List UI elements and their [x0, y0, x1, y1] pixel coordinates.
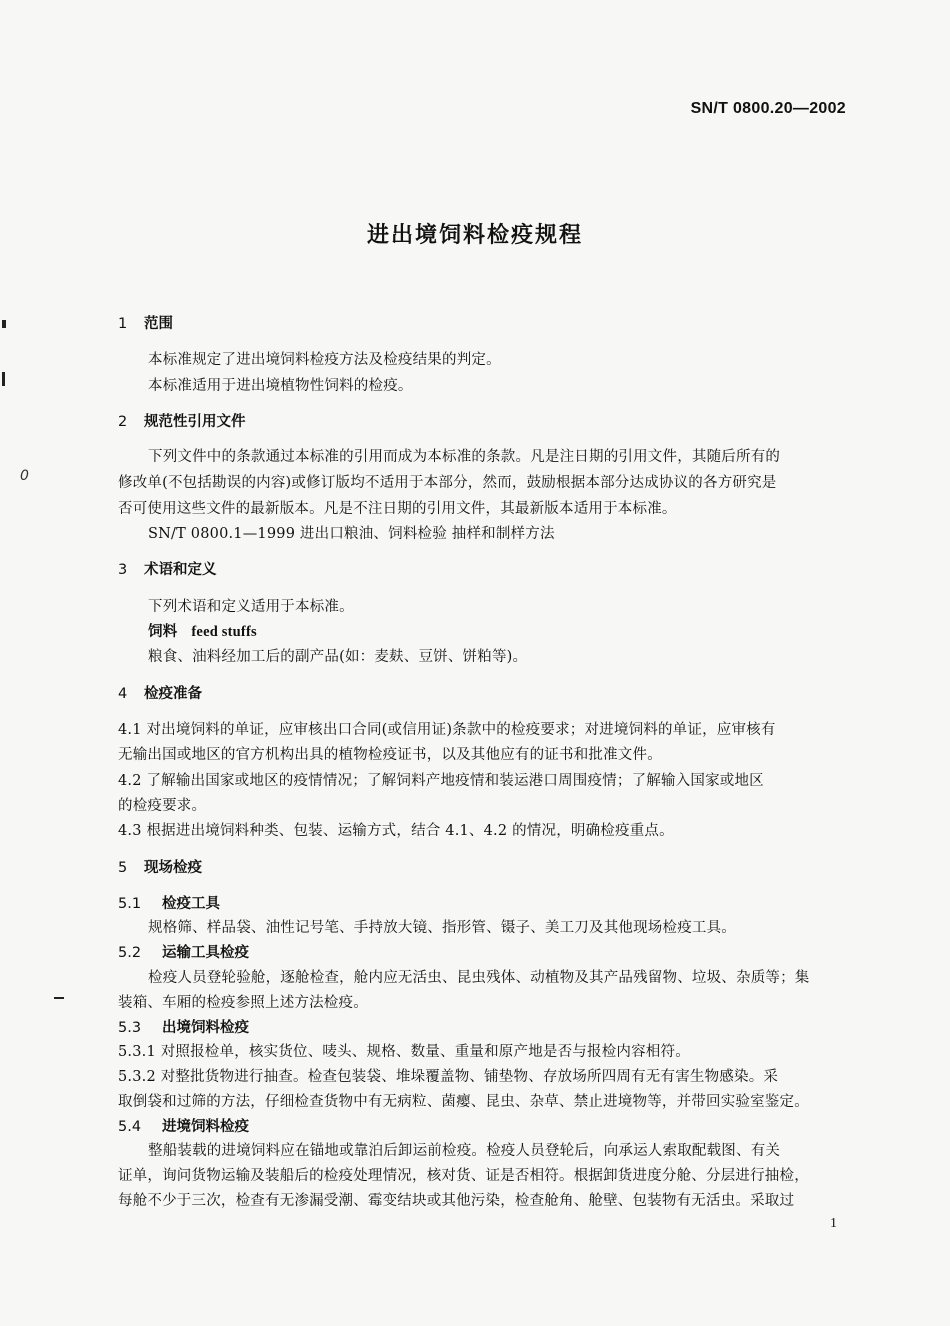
standard-number: SN/T 0800.20—2002 — [690, 100, 846, 117]
paragraph-line: 每舱不少于三次，检查有无渗漏受潮、霉变结块或其他污染，检查舱角、舱壁、包装物有无活虫。采取过 — [118, 1193, 795, 1209]
clause-line: 4.2 了解输出国家或地区的疫情情况；了解饲料产地疫情和装运港口周围疫情；了解输入国家或地区 — [118, 773, 764, 789]
paragraph-line: 证单，询问货物运输及装船后的检疫处理情况，核对货、证是否相符。根据卸货进度分舱、分层进行抽检， — [118, 1168, 809, 1184]
paragraph-line: 修改单(不包括勘误的内容)或修订版均不适用于本部分，然而，鼓励根据本部分达成协议的各方研究是 — [118, 475, 777, 491]
section-heading-4: 4 检疫准备 — [118, 686, 202, 702]
section-heading-2: 2 规范性引用文件 — [118, 414, 246, 430]
reference-line: SN/T 0800.1—1999 进出口粮油、饲料检验 抽样和制样方法 — [148, 526, 555, 542]
paragraph-line: 整船装载的进境饲料应在锚地或靠泊后卸运前检疫。检疫人员登轮后，向承运人索取配载图、有关 — [148, 1143, 781, 1159]
paragraph-line: 下列术语和定义适用于本标准。 — [148, 599, 354, 615]
clause-line: 4.3 根据进出境饲料种类、包装、运输方式，结合 4.1、4.2 的情况，明确检疫重点。 — [118, 823, 674, 839]
paragraph-line: 检疫人员登轮验舱，逐舱检查，舱内应无活虫、昆虫残体、动植物及其产品残留物、垃圾、杂质等；集 — [148, 970, 810, 986]
paragraph-line: 规格筛、样品袋、油性记号笔、手持放大镜、指形管、镊子、美工刀及其他现场检疫工具。 — [148, 920, 736, 936]
scan-mark — [2, 372, 5, 386]
clause-line: 5.3.1 对照报检单，核实货位、唛头、规格、数量、重量和原产地是否与报检内容相符。 — [118, 1044, 690, 1060]
term-definition: 粮食、油料经加工后的副产品(如：麦麸、豆饼、饼粕等)。 — [148, 649, 528, 665]
clause-line: 4.1 对出境饲料的单证，应审核出口合同(或信用证)条款中的检疫要求；对进境饲料的单证，应审核有 — [118, 722, 776, 738]
section-heading-5: 5 现场检疫 — [118, 860, 202, 876]
paragraph-line: 否可使用这些文件的最新版本。凡是不注日期的引用文件，其最新版本适用于本标准。 — [118, 501, 677, 517]
term-entry — [148, 620, 257, 641]
page-number: 1 — [830, 1216, 837, 1231]
term-chinese: 饲料 — [148, 623, 178, 640]
subsection-heading-5-4: 5.4 进境饲料检疫 — [118, 1119, 249, 1135]
paragraph-line: 本标准规定了进出境饲料检疫方法及检疫结果的判定。 — [148, 352, 501, 368]
section-heading-1: 1 范围 — [118, 316, 173, 332]
paragraph-line: 下列文件中的条款通过本标准的引用而成为本标准的条款。凡是注日期的引用文件，其随后所有的 — [148, 449, 781, 465]
paragraph-line: 本标准适用于进出境植物性饲料的检疫。 — [148, 378, 413, 394]
clause-line: 的检疫要求。 — [118, 798, 207, 814]
clause-line: 无输出国或地区的官方机构出具的植物检疫证书，以及其他应有的证书和批准文件。 — [118, 747, 662, 763]
clause-line: 5.3.2 对整批货物进行抽查。检查包装袋、堆垛覆盖物、铺垫物、存放场所四周有无有害生物感染。采 — [118, 1069, 779, 1085]
scan-mark — [54, 997, 64, 999]
paragraph-line: 装箱、车厢的检疫参照上述方法检疫。 — [118, 995, 368, 1011]
clause-line: 取倒袋和过筛的方法，仔细检查货物中有无病粒、菌瘿、昆虫、杂草、禁止进境物等，并带回实验室鉴定。 — [118, 1094, 809, 1110]
document-title: 进出境饲料检疫规程 — [366, 223, 583, 248]
term-english: feed stuffs — [191, 624, 257, 640]
subsection-heading-5-2: 5.2 运输工具检疫 — [118, 945, 249, 961]
subsection-heading-5-1: 5.1 检疫工具 — [118, 896, 220, 912]
margin-mark: 0 — [20, 468, 29, 484]
scan-mark — [2, 320, 6, 328]
section-heading-3: 3 术语和定义 — [118, 562, 217, 578]
subsection-heading-5-3: 5.3 出境饲料检疫 — [118, 1020, 249, 1036]
